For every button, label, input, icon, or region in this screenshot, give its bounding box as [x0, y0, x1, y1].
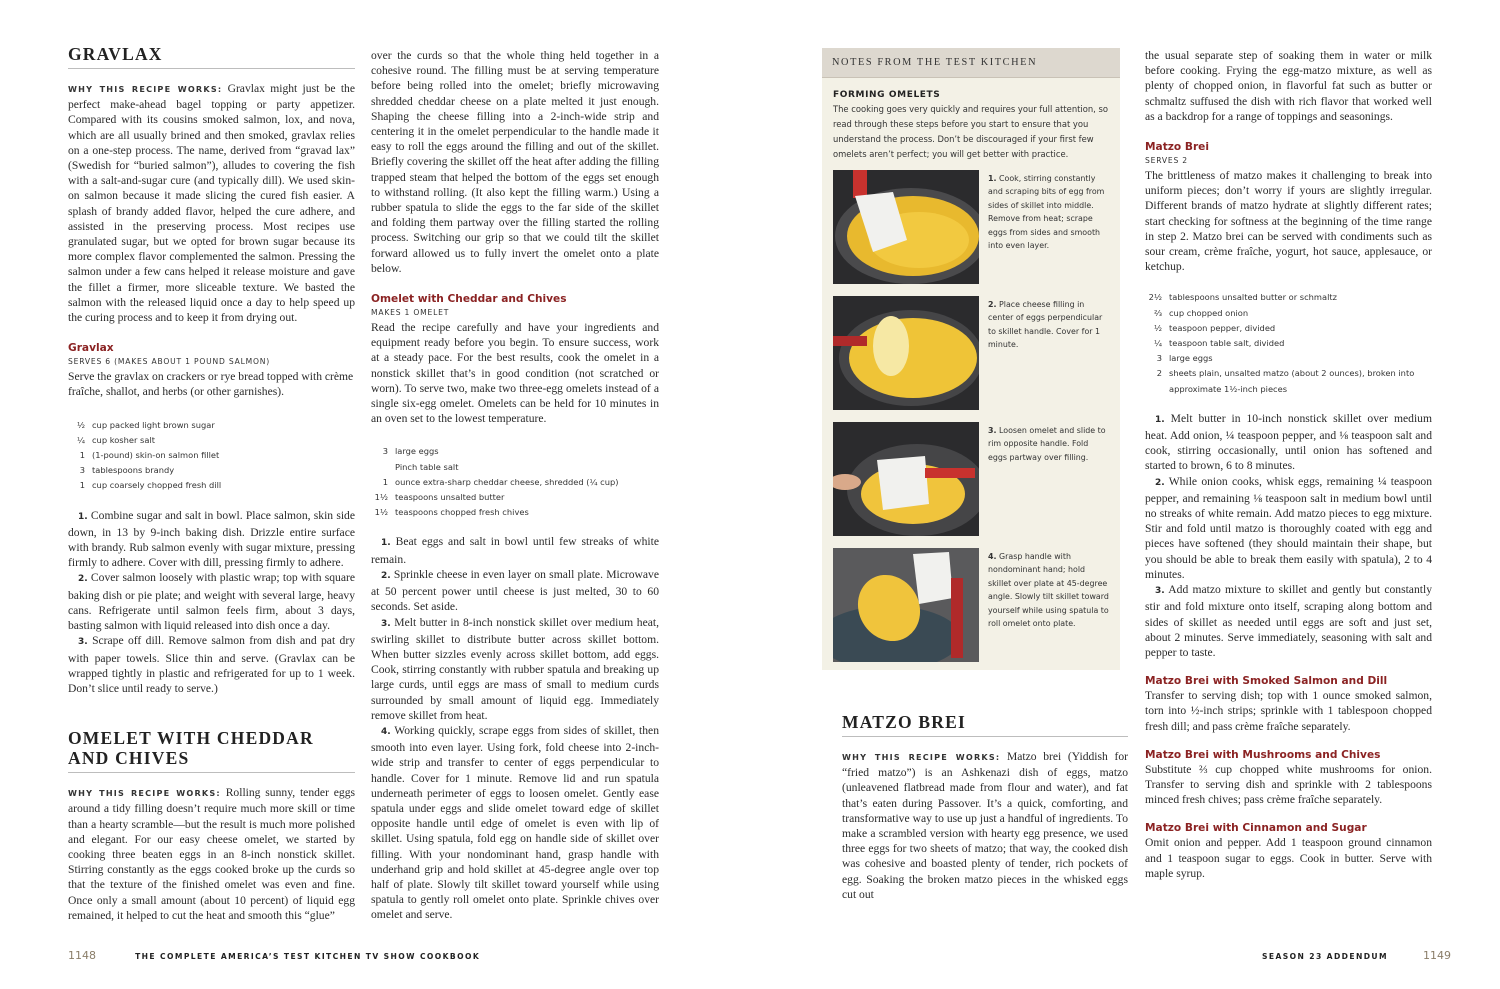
ingredient: 1 cup coarsely chopped fresh dill	[79, 480, 222, 491]
ingredient: 3 tablespoons brandy	[79, 465, 175, 476]
folding-omelet-photo	[833, 422, 979, 536]
running-head-left: THE COMPLETE AMERICA’S TEST KITCHEN TV SHOW COOKBOOK	[135, 952, 481, 961]
omelet-why-continued: over the curds so that the whole thing held together in a cohesive round. The filling must be at serving temperature before being rolled into the omelet; briefly microwaving shredded cheddar cheese on a plate melted it just enough. Shaping the cheese filling into a 2-inch-wide strip and centering it in the omelet perpendicular to the handle made it easy to roll the eggs around the filling and out of the skillet. Briefly covering the skillet off the heat after adding the filling trapped steam that helped the bottom of the eggs set enough to withstand rolling. (It also kept the filling warm.) Using a rubber spatula to slide the eggs to the far side of the skillet and folding them partway over the filling started the rolling process. Switching our grip so that we could tilt the skillet forward allowed us to fully invert the omelet onto a plate below.	[371, 49, 659, 275]
ingredient: 3 large eggs	[1156, 353, 1213, 364]
page-number-left: 1148	[68, 949, 96, 962]
ingredient: ⅔ cup chopped onion	[1153, 307, 1249, 318]
gravlax-step-1: 1. Combine sugar and salt in bowl. Place salmon, skin side down, in 13 by 9-inch baking dish. Drizzle entire surface with brandy. Rub salmon evenly with sugar mixture, pressing firmly to adhere. Cover with dill, pressing firmly to adhere.	[68, 508, 355, 570]
notes-step-3: 3. Loosen omelet and slide to rim opposite handle. Fold eggs partway over filling.	[833, 422, 1109, 540]
ingredient: 1 ounce extra-sharp cheddar cheese, shredded (¼ cup)	[382, 476, 619, 487]
notes-step-2: 2. Place cheese filling in center of eggs perpendicular to skillet handle. Cover for 1 minute.	[833, 296, 1109, 414]
gravlax-step-3: 3. Scrape off dill. Remove salmon from dish and pat dry with paper towels. Slice thin and serve. (Gravlax can be wrapped tightly in plastic and refrigerated for up to 1 week. Don’t slice until ready to serve.)	[68, 634, 355, 695]
matzo-yield: SERVES 2	[1145, 156, 1188, 166]
matzo-brei-title: MATZO BREI	[842, 712, 1128, 737]
ingredient: 1 (1-pound) skin-on salmon fillet	[79, 450, 220, 461]
running-head-right: SEASON 23 ADDENDUM	[1262, 952, 1388, 961]
matzo-ingredients	[1145, 290, 1432, 396]
ingredient: ¼ cup kosher salt	[76, 434, 156, 445]
gravlax-step-2: 2. Cover salmon loosely with plastic wrap; top with square baking dish or pie plate; and weight with several large, heavy cans. Refrigerate until salmon feels firm, about 3 days, basting salmon with liquid released into dish once a day.	[68, 571, 355, 633]
right-column-1-lower	[842, 712, 1128, 902]
ingredient: 1½ teaspoons chopped fresh chives	[374, 507, 529, 518]
ingredient: 3 large eggs	[382, 446, 439, 457]
variation-cinnamon-text: Omit onion and pepper. Add 1 teaspoon ground cinnamon and 1 teaspoon sugar to eggs. Cook in butter. Serve with maple syrup.	[1145, 836, 1432, 880]
omelet-why-paragraph: WHY THIS RECIPE WORKS: Rolling sunny, tender eggs around a tidy filling doesn’t require much more skill or time than a hearty scramble—but the result is much more polished and elegant. For our easy cheese omelet, we started by cooking three beaten eggs in an 8-inch nonstick skillet. Stirring constantly as the eggs cooked broke up the curds so that the texture of the finished omelet was even and fine. Once only a small amount (about 10 percent) of liquid egg remained, it helped to cut the heat and smooth this “glue”	[68, 786, 355, 922]
right-footer	[1262, 944, 1451, 963]
left-footer	[68, 944, 480, 963]
page-number-right: 1149	[1423, 949, 1452, 962]
matzo-headnote: The brittleness of matzo makes it challenging to break into uniform pieces; don’t worry if yours are slightly irregular. Different brands of matzo hydrate at slightly different rates; start checking for softness at the beginning of the time range in step 2. Matzo brei can be served with condiments such as sour cream, crème fraîche, yogurt, hot sauce, applesauce, or ketchup.	[1145, 169, 1432, 274]
left-column-2	[371, 48, 659, 923]
gravlax-ingredients	[68, 418, 355, 494]
variation-smoked-salmon-title: Matzo Brei with Smoked Salmon and Dill	[1145, 675, 1388, 688]
gravlax-yield: SERVES 6 (MAKES ABOUT 1 POUND SALMON)	[68, 357, 270, 367]
notes-intro: The cooking goes very quickly and requires your full attention, so read through these steps before you start to ensure that you understand the process. Don’t be discouraged if your first few omelets aren’t perfect; you will get better with practice.	[833, 104, 1108, 159]
variation-smoked-salmon-text: Transfer to serving dish; top with 1 ounce smoked salmon, torn into ½-inch strips; sprinkle with 1 tablespoon chopped fresh dill; and pass crème fraîche separately.	[1145, 689, 1432, 733]
matzo-recipe-title: Matzo Brei	[1145, 141, 1210, 154]
why-label: WHY THIS RECIPE WORKS:	[68, 84, 223, 94]
matzo-why-continued: the usual separate step of soaking them in water or milk before cooking. Frying the egg-matzo mixture, as well as plenty of chopped onion, in flavorful fat such as butter or schmaltz suffused the dish with rich flavor that worked well as a backdrop for a range of toppings and seasonings.	[1145, 49, 1432, 123]
cheese-filling-photo	[833, 296, 979, 410]
ingredient: ¼ teaspoon table salt, divided	[1153, 338, 1285, 349]
variation-mushrooms-text: Substitute ⅔ cup chopped white mushrooms for onion. Transfer to serving dish and sprinkle with 2 tablespoons minced fresh chives; pass crème fraîche separately.	[1145, 762, 1432, 807]
omelet-yield: MAKES 1 OMELET	[371, 308, 450, 318]
omelet-step-3: 3. Melt butter in 8-inch nonstick skillet over medium heat, swirling skillet to distribute butter across skillet bottom. When butter sizzles evenly across skillet bottom, add eggs. Cook, stirring constantly with rubber spatula and breaking up large curds, until eggs are mass of small to medium curds surrounded by small amount of liquid egg. Immediately remove skillet from heat.	[371, 615, 659, 722]
ingredient: 2 sheets plain, unsalted matzo (about 2 ounces), broken into approximate 1½-inch pieces	[1156, 368, 1415, 394]
right-column-2	[1145, 48, 1432, 881]
matzo-why-paragraph: WHY THIS RECIPE WORKS: Matzo brei (Yiddish for “fried matzo”) is an Ashkenazi dish of eggs, matzo (unleavened flatbread made from flour and water), and fat that’s eaten during Passover. It’s a quick, comforting, and transformative way to use up just a handful of ingredients. To make a scrambled version with hearty egg presence, we used three eggs for two sheets of matzo; that way, the cooked dish was cohesive and boasted plenty of tender, rich pockets of egg. Soaking the broken matzo pieces in the whisked eggs cut out	[842, 750, 1128, 901]
matzo-step-1: 1. Melt butter in 10-inch nonstick skillet over medium heat. Add onion, ¼ teaspoon pepper, and ⅛ teaspoon salt and cook, stirring occasionally, until onion has softened and started to brown, 6 to 8 minutes.	[1145, 411, 1432, 473]
gravlax-headnote: Serve the gravlax on crackers or rye bread topped with crème fraîche, shallot, and herbs (or other garnishes).	[68, 370, 354, 399]
why-label: WHY THIS RECIPE WORKS:	[68, 788, 221, 799]
omelet-step-4: 4. Working quickly, scrape eggs from sides of skillet, then smooth into even layer. Using fork, fold cheese into 2-inch-wide strip and transfer to center of eggs perpendicular to handle. Cover for 1 minute. Remove lid and run spatula underneath perimeter of eggs to loosen omelet. Gently ease spatula under eggs and slide omelet toward edge of skillet opposite handle until edge of omelet is even with lip of skillet. Using spatula, fold egg on handle side of skillet over filling. With your nondominant hand, grasp handle with underhand grip and hold skillet at 45-degree angle over top half of plate. Slowly tilt skillet toward yourself while using spatula to gently roll omelet onto plate. Sprinkle chives over omelet and serve.	[371, 723, 659, 922]
notes-from-test-kitchen-box	[822, 48, 1120, 670]
left-column-1	[68, 44, 355, 923]
ingredient: 2½ tablespoons unsalted butter or schmaltz	[1148, 292, 1337, 303]
omelet-headnote: Read the recipe carefully and have your ingredients and equipment ready before you begin. To ensure success, work at a steady pace. For the best results, cook the omelet in a nonstick skillet that’s in good condition (not scratched or worn). To serve two, make two three-egg omelets instead of a single six-egg omelet. Omelets can be held for 10 minutes in an oven set to the lowest temperature.	[371, 321, 659, 426]
ingredient: Pinch table salt	[395, 461, 459, 472]
matzo-step-2: 2. While onion cooks, whisk eggs, remaining ¼ teaspoon pepper, and remaining ⅛ teaspoon salt in medium bowl until no streaks of white remain. Add matzo pieces to egg mixture. Stir and fold until matzo is thoroughly coated with egg and pieces have softened (they should maintain their shape, but you should be able to break them easily with spatula), 2 to 4 minutes.	[1145, 474, 1432, 581]
ingredient: 1½ teaspoons unsalted butter	[374, 492, 505, 503]
omelet-recipe-title: Omelet with Cheddar and Chives	[371, 293, 567, 306]
omelet-step-2: 2. Sprinkle cheese in even layer on small plate. Microwave at 50 percent power until cheese is just melted, 30 to 60 seconds. Set aside.	[371, 567, 659, 614]
ingredient: ½ cup packed light brown sugar	[76, 419, 215, 430]
scrambling-eggs-photo	[833, 170, 979, 284]
gravlax-recipe-title: Gravlax	[68, 342, 114, 355]
gravlax-title: GRAVLAX	[68, 44, 355, 69]
notes-header: NOTES FROM THE TEST KITCHEN	[822, 48, 1120, 78]
variation-cinnamon-title: Matzo Brei with Cinnamon and Sugar	[1145, 822, 1367, 835]
variation-mushrooms-title: Matzo Brei with Mushrooms and Chives	[1145, 748, 1381, 761]
omelet-step-1: 1. Beat eggs and salt in bowl until few streaks of white remain.	[371, 535, 659, 566]
rolling-omelet-photo	[833, 548, 979, 662]
gravlax-why-paragraph: WHY THIS RECIPE WORKS: Gravlax might just be the perfect make-ahead bagel topping or party appetizer. Compared with its cousins smoked salmon, lox, and nova, which are all usually brined and then smoked, gravlax relies on a one-step process. The name, derived from “gravad lax” (Swedish for “buried salmon”), alludes to covering the fish with a salt-and-sugar cure (and typically dill). We used skin-on salmon because it made slicing the cured fish easier. A splash of brandy added flavor, helped the cure adhere, and assisted in the preserving process. Most recipes use granulated sugar, but we opted for brown sugar because its more complex flavor complemented the salmon. Pressing the salmon under a few cans helped it release moisture and gave the fillet a firmer, more sliceable texture. We basted the salmon with the released liquid once a day to help speed up the curing process and to keep it from drying out.	[68, 82, 355, 325]
ingredient: ½ teaspoon pepper, divided	[1153, 322, 1276, 333]
omelet-title: OMELET WITH CHEDDAR AND CHIVES	[68, 728, 355, 773]
omelet-ingredients	[371, 444, 659, 520]
matzo-step-3: 3. Add matzo mixture to skillet and gently but constantly stir and fold mixture onto itself, scraping along bottom and sides of skillet as needed until eggs are soft and just set, about 2 minutes. Serve immediately, seasoning with salt and pepper to taste.	[1145, 583, 1432, 659]
notes-step-1: 1. Cook, stirring constantly and scraping bits of egg from sides of skillet into middle. Remove from heat; scrape eggs from sides and smooth into even layer.	[833, 170, 1109, 288]
notes-subtitle: FORMING OMELETS	[833, 90, 941, 100]
why-label: WHY THIS RECIPE WORKS:	[842, 752, 1001, 762]
notes-step-4: 4. Grasp handle with nondominant hand; hold skillet over plate at 45-degree angle. Slowly tilt skillet toward yourself while using spatula to roll omelet onto plate.	[833, 548, 1109, 666]
